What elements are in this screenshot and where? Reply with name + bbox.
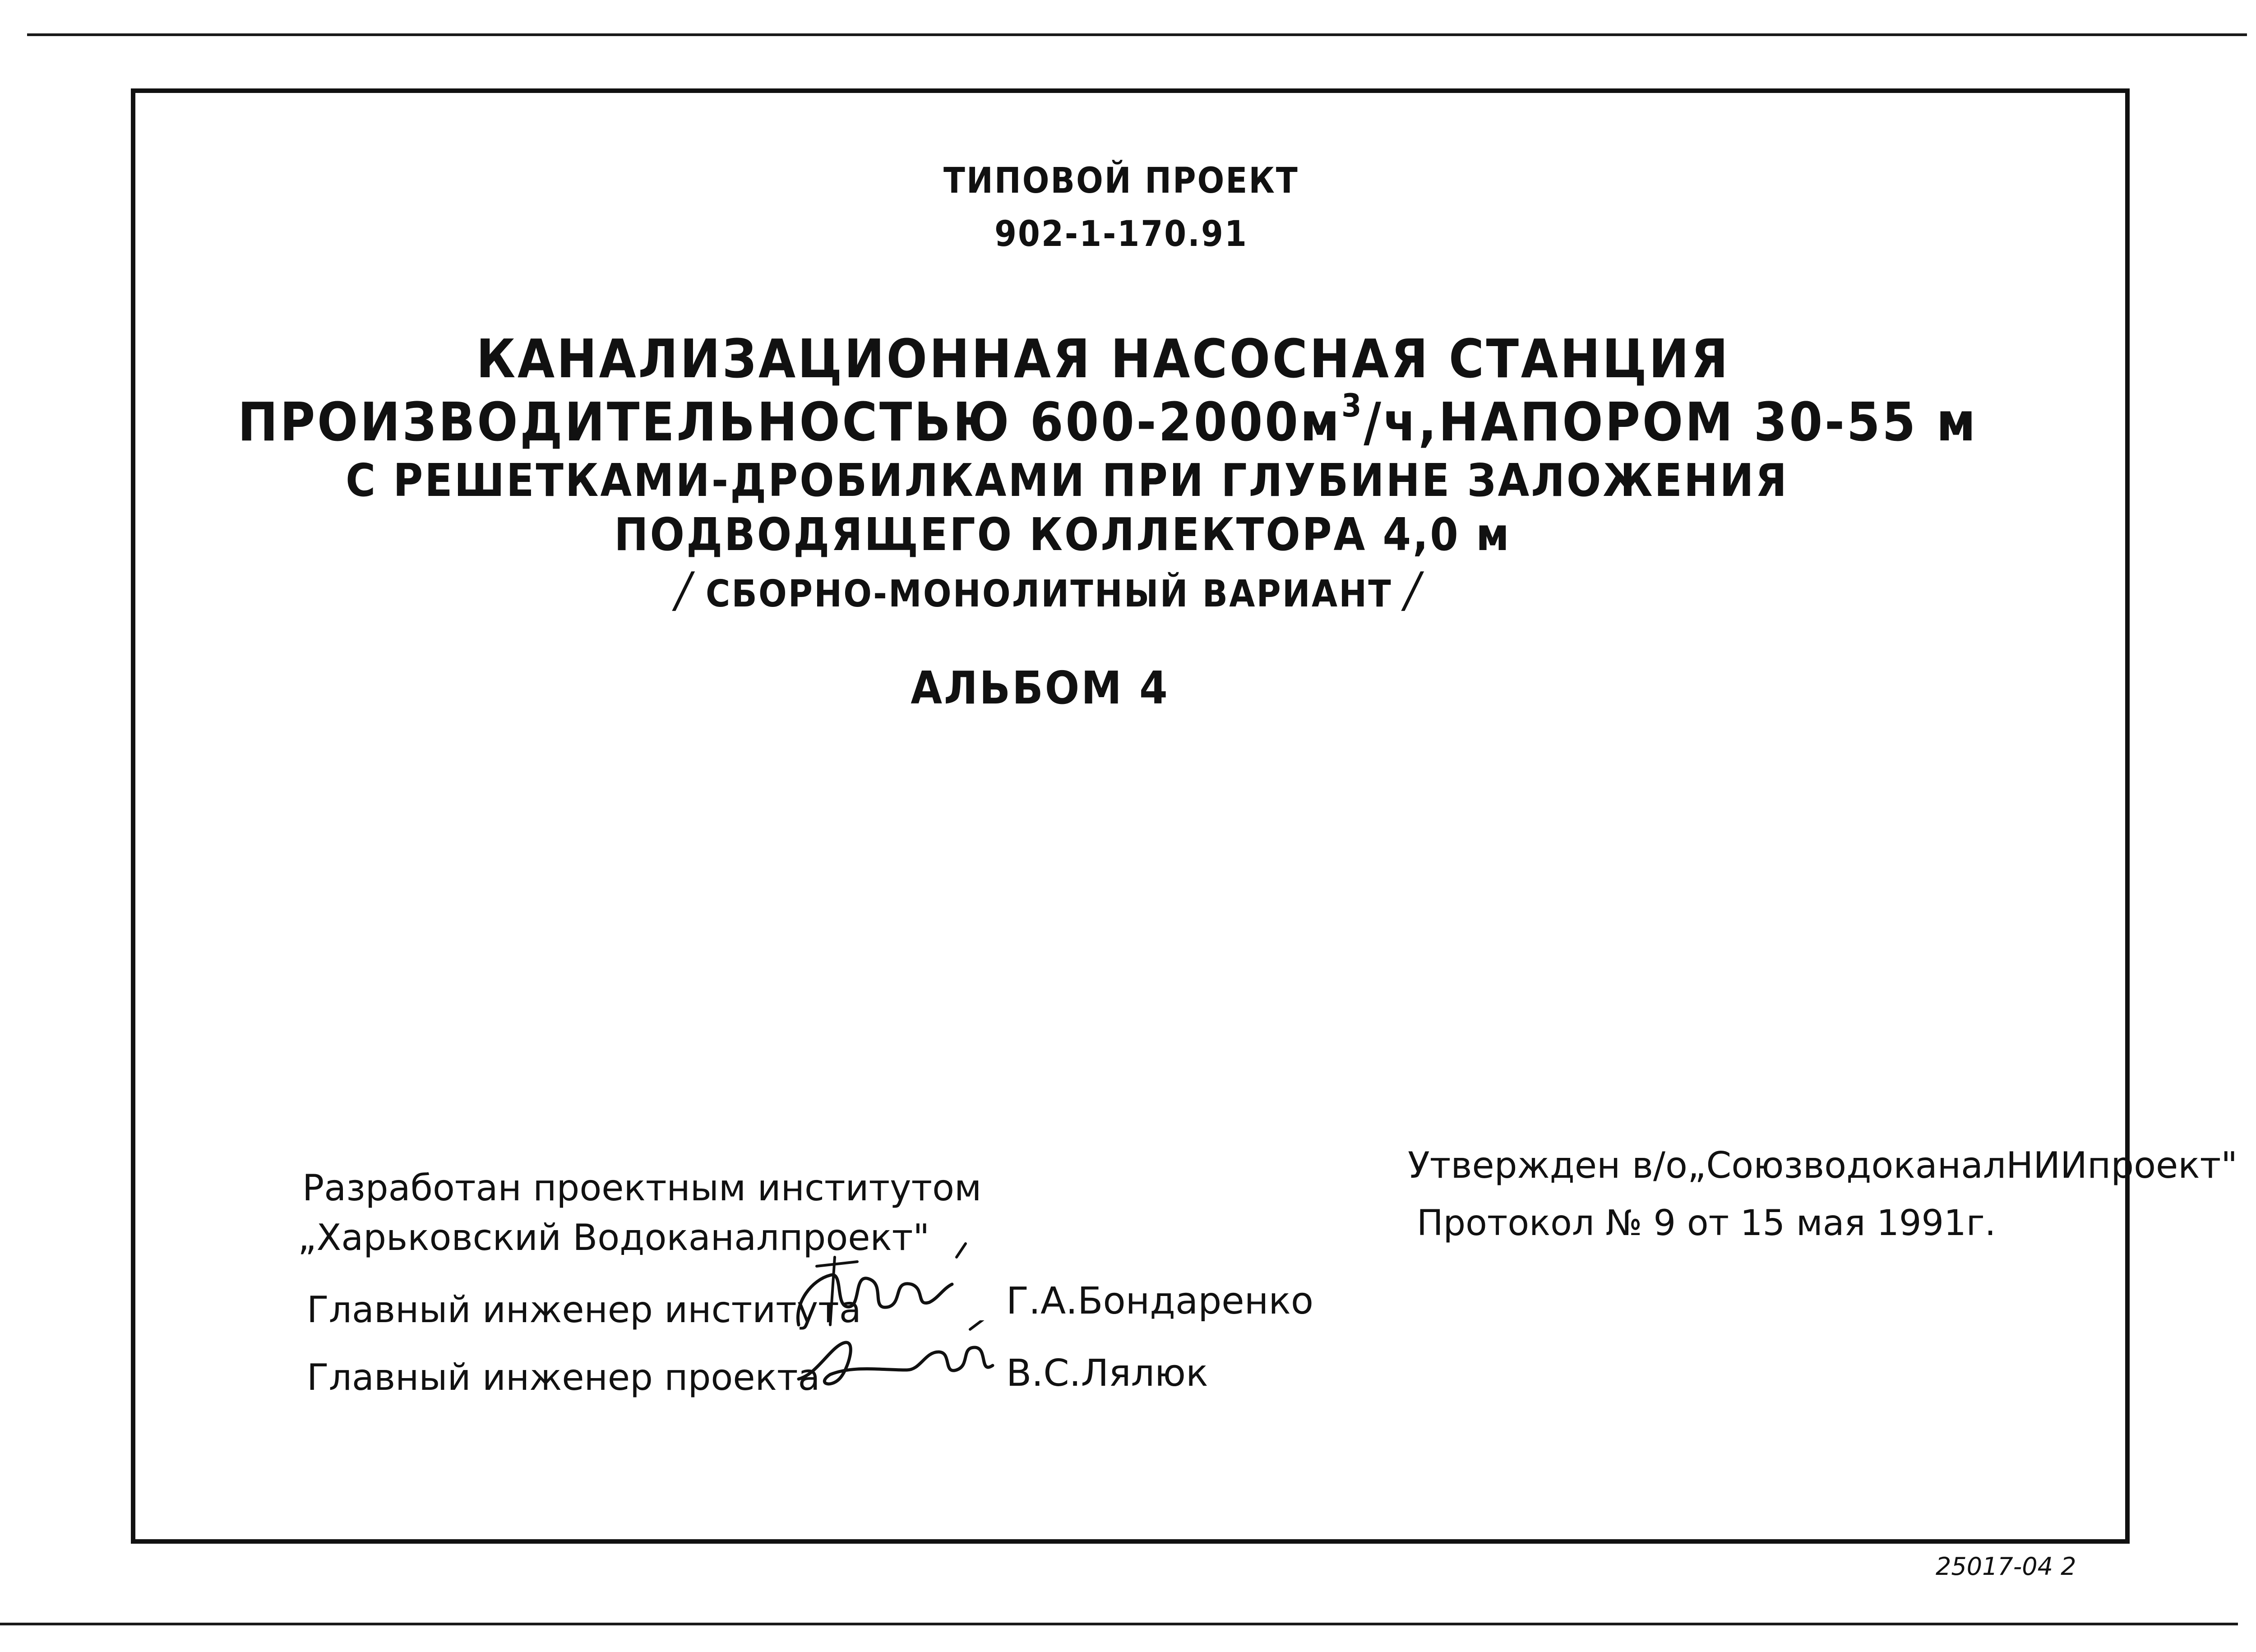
slash-left: / — [670, 562, 699, 618]
signatory-name-1: Г.А.Бондаренко — [1006, 1280, 1314, 1323]
sheet-bottom-line — [0, 1623, 2238, 1625]
project-type-label: ТИПОВОЙ ПРОЕКТ — [943, 161, 1299, 201]
title-line-3: С РЕШЕТКАМИ-ДРОБИЛКАМИ ПРИ ГЛУБИНЕ ЗАЛОЖЕНИЯ — [346, 454, 1789, 507]
signatory-role-1: Главный инженер института — [307, 1289, 861, 1331]
project-number: 902-1-170.91 — [994, 214, 1248, 255]
title-line-4: ПОДВОДЯЩЕГО КОЛЛЕКТОРА 4,0 м — [614, 508, 1511, 561]
drawing-frame — [131, 88, 2238, 1544]
protocol-date: от 15 мая 1991г. — [1687, 1203, 1996, 1244]
slash-right: / — [1399, 562, 1428, 618]
approval-line-1: Утвержден в/о„СоюзводоканалНИИпроект" — [1408, 1144, 2238, 1186]
signatory-name-2: В.С.Лялюк — [1006, 1352, 1208, 1395]
variant-text: СБОРНО-МОНОЛИТНЫЙ ВАРИАНТ — [706, 573, 1392, 615]
album-label: АЛЬБОМ 4 — [911, 662, 1170, 714]
title-line-2-part-1: ПРОИЗВОДИТЕЛЬНОСТЬЮ 600-2000м — [237, 391, 1342, 453]
variant-line — [54, 562, 2044, 618]
signature-2 — [790, 1320, 1006, 1402]
cubic-superscript: 3 — [1341, 386, 1364, 424]
protocol-number: № 9 — [1605, 1203, 1676, 1244]
title-line-2 — [113, 386, 2103, 453]
developer-line-2: „Харьковский Водоканалпроект" — [298, 1217, 930, 1259]
title-line-1: КАНАЛИЗАЦИОННАЯ НАСОСНАЯ СТАНЦИЯ — [476, 328, 1730, 390]
approval-protocol-line — [1417, 1203, 1996, 1244]
developer-line-1: Разработан проектным институтом — [302, 1167, 982, 1209]
sheet-code: 25017-04 2 — [1936, 1552, 2076, 1581]
sheet-top-line — [27, 33, 2247, 36]
protocol-label: Протокол — [1417, 1203, 1595, 1244]
title-line-2-part-2: /ч,НАПОРОМ 30-55 м — [1364, 391, 1978, 453]
signatory-role-2: Главный инженер проекта — [307, 1356, 820, 1398]
